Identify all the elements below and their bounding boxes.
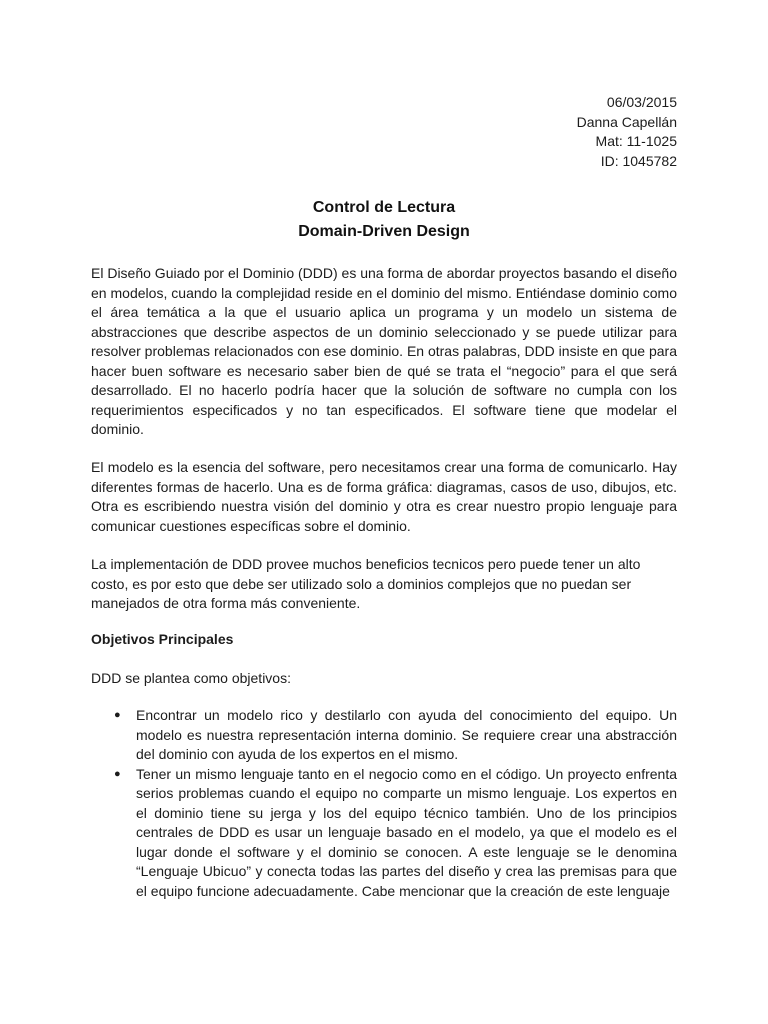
title-line-2: Domain-Driven Design	[298, 223, 470, 240]
author-info	[577, 93, 677, 171]
author-name: Danna Capellán	[576, 113, 677, 130]
list-item	[91, 765, 677, 902]
paragraph-2: El modelo es la esencia del software, pero necesitamos crear una forma de comunicarlo. Hay diferentes formas de hacerlo. Una es de forma gráfica: diagramas, casos de uso, dibujos, etc. Otra es escribiendo nuestra visión del dominio y otra es crear nuestro propio lenguaje para comunicar cuestiones específicas sobre el dominio.	[91, 459, 677, 534]
section-heading: Objetivos Principales	[91, 631, 234, 647]
paragraph-3: La implementación de DDD provee muchos beneficios tecnicos pero puede tener un alto costo, es por esto que debe ser utilizado solo a dominios complejos que no puedan ser manejados de otra forma más conveniente.	[91, 556, 641, 611]
objectives-list	[91, 706, 677, 901]
list-item	[91, 706, 677, 765]
paragraph-1: El Diseño Guiado por el Dominio (DDD) es una forma de abordar proyectos basando el diseño en modelos, cuando la complejidad reside en el dominio del mismo. Entiéndase dominio como el área temática a la que el usuario aplica un programa y un modelo un sistema de abstracciones que describe aspectos de un dominio seleccionado y se puede utilizar para resolver problemas relacionados con ese dominio. En otras palabras, DDD insiste en que para hacer buen software es necesario saber bien de qué se trata el “negocio” para el que será desarrollado. El no hacerlo podría hacer que la solución de software no cumpla con los requerimientos especificados y no tan especificados. El software tiene que modelar el dominio.	[91, 265, 677, 437]
list-item-text: Encontrar un modelo rico y destilarlo con ayuda del conocimiento del equipo. Un modelo es nuestra representación interna dominio. Se requiere crear una abstracción del dominio con ayuda de los expertos en el mismo.	[136, 707, 677, 762]
student-mat: Mat: 11-1025	[595, 133, 677, 149]
bullet-icon: ●	[114, 709, 121, 721]
date: 06/03/2015	[606, 94, 677, 110]
title-line-1: Control de Lectura	[312, 199, 456, 216]
section-intro: DDD se plantea como objetivos:	[91, 670, 291, 686]
bullet-icon: ●	[114, 767, 121, 780]
document-title	[0, 196, 768, 244]
list-item-text: Tener un mismo lenguaje tanto en el negocio como en el código. Un proyecto enfrenta serios problemas cuando el equipo no comparte un mismo lenguaje. Los expertos en el dominio tiene su jerga y los del equipo técnico también. Uno de los principios centrales de DDD es usar un lenguaje basado en el modelo, ya que el modelo es el lugar donde el software y el dominio se conocen. A este lenguaje se le denomina “Lenguaje Ubicuo” y conecta todas las partes del diseño y crea las premisas para que el equipo funcione adecuadamente. Cabe mencionar que la creación de este lenguaje	[136, 765, 677, 899]
student-id: ID: 1045782	[600, 152, 677, 169]
